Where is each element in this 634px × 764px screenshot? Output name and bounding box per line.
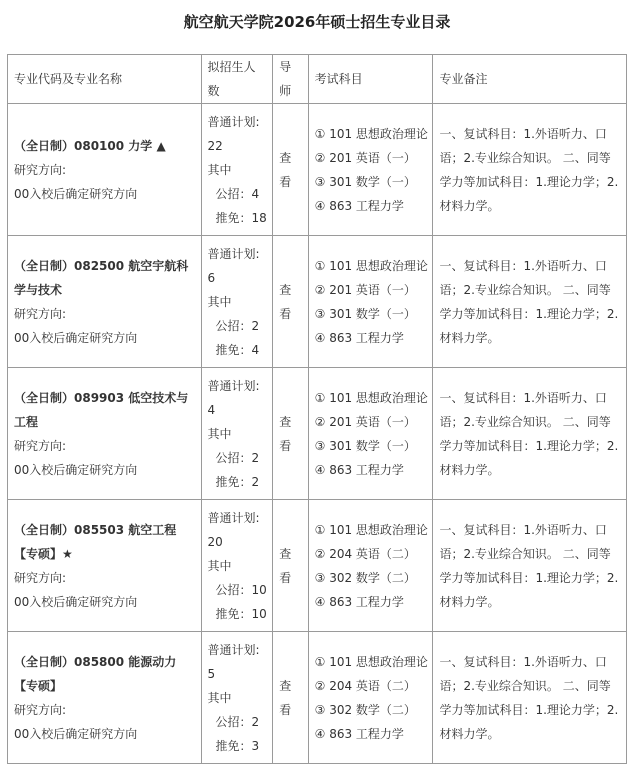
- subject-item: ② 204 英语（二）: [314, 678, 416, 693]
- notes-cell: [433, 236, 627, 368]
- major-notes: 一、复试科目：1.外语听力、口语；2.专业综合知识。 二、同等学力等加试科目：1.理论力学；2.材料力学。: [439, 522, 619, 609]
- major-name: （全日制）082500 航空宇航科学与技术: [14, 258, 189, 297]
- plan-total: 5: [207, 666, 216, 681]
- view-mentor-link[interactable]: 查看: [279, 282, 292, 321]
- quota-cell: [201, 500, 273, 632]
- major-cell: [8, 368, 202, 500]
- header-mentor: 导师: [273, 55, 308, 104]
- public-quota: 公招：2: [215, 714, 260, 729]
- header-notes: 专业备注: [433, 55, 627, 104]
- plan-total: 6: [207, 270, 216, 285]
- subject-item: ② 204 英语（二）: [314, 546, 416, 561]
- among-label: 其中: [207, 690, 232, 705]
- public-quota: 公招：4: [215, 186, 260, 201]
- view-mentor-link[interactable]: 查看: [279, 150, 292, 189]
- major-cell: [8, 104, 202, 236]
- direction-value: 00入校后确定研究方向: [14, 594, 138, 609]
- public-quota: 公招：2: [215, 450, 260, 465]
- subject-item: ③ 301 数学（一）: [314, 306, 416, 321]
- major-name: （全日制）085503 航空工程 【专硕】★: [14, 522, 177, 561]
- direction-label: 研究方向:: [14, 306, 67, 321]
- subject-item: ① 101 思想政治理论: [314, 522, 428, 537]
- plan-total: 20: [207, 534, 223, 549]
- notes-cell: [433, 500, 627, 632]
- view-mentor-link[interactable]: 查看: [279, 678, 292, 717]
- subject-item: ④ 863 工程力学: [314, 462, 404, 477]
- subject-item: ④ 863 工程力学: [314, 198, 404, 213]
- direction-value: 00入校后确定研究方向: [14, 186, 138, 201]
- mentor-cell: [273, 632, 308, 764]
- exempt-quota: 推免：2: [215, 474, 260, 489]
- among-label: 其中: [207, 294, 232, 309]
- page-title: 航空航天学院2026年硕士招生专业目录: [183, 13, 451, 31]
- major-notes: 一、复试科目：1.外语听力、口语；2.专业综合知识。 二、同等学力等加试科目：1.理论力学；2.材料力学。: [439, 258, 619, 345]
- mentor-cell: [273, 500, 308, 632]
- major-cell: [8, 236, 202, 368]
- major-cell: [8, 632, 202, 764]
- major-notes: 一、复试科目：1.外语听力、口语；2.专业综合知识。 二、同等学力等加试科目：1.理论力学；2.材料力学。: [439, 390, 619, 477]
- quota-cell: [201, 368, 273, 500]
- subject-item: ④ 863 工程力学: [314, 594, 404, 609]
- mentor-cell: [273, 104, 308, 236]
- subjects-cell: [308, 368, 433, 500]
- table-body: [8, 104, 627, 764]
- plan-label: 普通计划:: [207, 246, 260, 261]
- subject-item: ③ 302 数学（二）: [314, 570, 416, 585]
- exempt-quota: 推免：3: [215, 738, 260, 753]
- exempt-quota: 推免：4: [215, 342, 260, 357]
- subjects-cell: [308, 236, 433, 368]
- among-label: 其中: [207, 162, 232, 177]
- direction-value: 00入校后确定研究方向: [14, 462, 138, 477]
- quota-cell: [201, 236, 273, 368]
- direction-label: 研究方向:: [14, 162, 67, 177]
- view-mentor-link[interactable]: 查看: [279, 546, 292, 585]
- table-row: [8, 500, 627, 632]
- public-quota: 公招：10: [215, 582, 267, 597]
- subject-item: ④ 863 工程力学: [314, 726, 404, 741]
- among-label: 其中: [207, 426, 232, 441]
- subjects-cell: [308, 500, 433, 632]
- major-name: （全日制）080100 力学 ▲: [14, 138, 166, 153]
- exempt-quota: 推免：18: [215, 210, 267, 225]
- major-name: （全日制）085800 能源动力 【专硕】: [14, 654, 177, 693]
- notes-cell: [433, 632, 627, 764]
- subjects-cell: [308, 632, 433, 764]
- direction-value: 00入校后确定研究方向: [14, 330, 138, 345]
- public-quota: 公招：2: [215, 318, 260, 333]
- subject-item: ② 201 英语（一）: [314, 282, 416, 297]
- subject-item: ③ 301 数学（一）: [314, 174, 416, 189]
- header-quota: 拟招生人数: [201, 55, 273, 104]
- exempt-quota: 推免：10: [215, 606, 267, 621]
- table-row: [8, 236, 627, 368]
- major-notes: 一、复试科目：1.外语听力、口语；2.专业综合知识。 二、同等学力等加试科目：1.理论力学；2.材料力学。: [439, 126, 619, 213]
- direction-label: 研究方向:: [14, 570, 67, 585]
- table-header-row: [8, 55, 627, 104]
- subject-item: ① 101 思想政治理论: [314, 126, 428, 141]
- major-cell: [8, 500, 202, 632]
- plan-label: 普通计划:: [207, 642, 260, 657]
- subject-item: ① 101 思想政治理论: [314, 258, 428, 273]
- major-catalog-table: [7, 54, 627, 764]
- plan-total: 22: [207, 138, 223, 153]
- subject-item: ① 101 思想政治理论: [314, 654, 428, 669]
- subject-item: ② 201 英语（一）: [314, 414, 416, 429]
- table-row: [8, 104, 627, 236]
- quota-cell: [201, 104, 273, 236]
- header-major: 专业代码及专业名称: [8, 55, 202, 104]
- subject-item: ③ 301 数学（一）: [314, 438, 416, 453]
- plan-label: 普通计划:: [207, 510, 260, 525]
- mentor-cell: [273, 368, 308, 500]
- plan-label: 普通计划:: [207, 378, 260, 393]
- mentor-cell: [273, 236, 308, 368]
- quota-cell: [201, 632, 273, 764]
- subject-item: ① 101 思想政治理论: [314, 390, 428, 405]
- subjects-cell: [308, 104, 433, 236]
- plan-label: 普通计划:: [207, 114, 260, 129]
- view-mentor-link[interactable]: 查看: [279, 414, 292, 453]
- direction-value: 00入校后确定研究方向: [14, 726, 138, 741]
- subject-item: ② 201 英语（一）: [314, 150, 416, 165]
- plan-total: 4: [207, 402, 216, 417]
- among-label: 其中: [207, 558, 232, 573]
- subject-item: ④ 863 工程力学: [314, 330, 404, 345]
- direction-label: 研究方向:: [14, 438, 67, 453]
- table-row: [8, 368, 627, 500]
- header-subjects: 考试科目: [308, 55, 433, 104]
- major-notes: 一、复试科目：1.外语听力、口语；2.专业综合知识。 二、同等学力等加试科目：1.理论力学；2.材料力学。: [439, 654, 619, 741]
- direction-label: 研究方向:: [14, 702, 67, 717]
- table-row: [8, 632, 627, 764]
- notes-cell: [433, 104, 627, 236]
- subject-item: ③ 302 数学（二）: [314, 702, 416, 717]
- major-name: （全日制）089903 低空技术与工程: [14, 390, 189, 429]
- notes-cell: [433, 368, 627, 500]
